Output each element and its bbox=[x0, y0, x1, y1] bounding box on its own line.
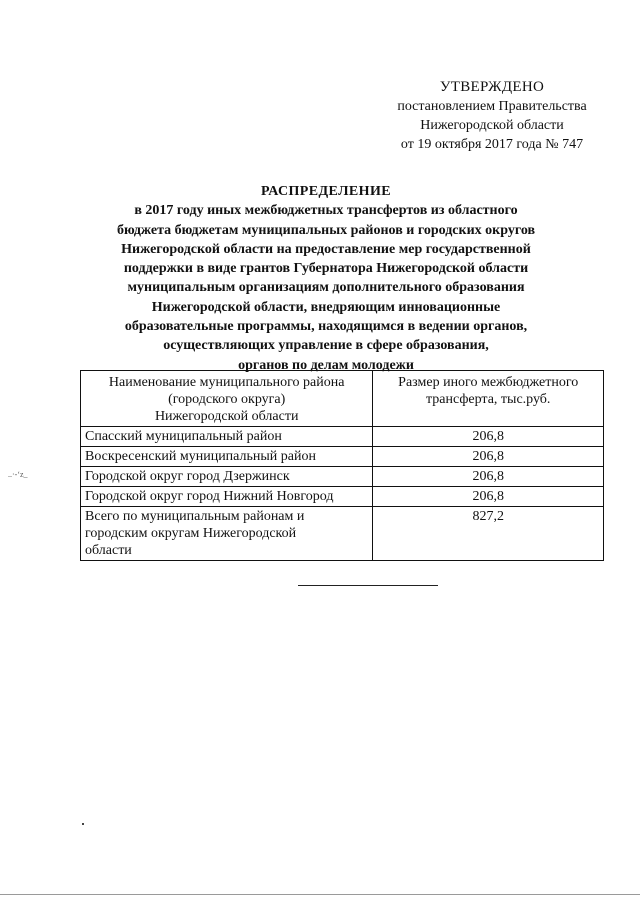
municipality-name: Городской округ город Дзержинск bbox=[81, 467, 373, 487]
header-amount bbox=[373, 371, 604, 427]
table-total-row bbox=[81, 507, 604, 561]
scan-speck bbox=[82, 823, 84, 825]
total-label-line: городским округам Нижегородской bbox=[85, 526, 297, 541]
transfer-amount: 206,8 bbox=[373, 487, 604, 507]
table-row bbox=[81, 487, 604, 507]
title-line: Нижегородской области, внедряющим инновационные bbox=[151, 299, 501, 315]
header-line: (городского округа) bbox=[168, 392, 286, 407]
header-municipality bbox=[81, 371, 373, 427]
table-header-row bbox=[81, 371, 604, 427]
table-row bbox=[81, 427, 604, 447]
header-line: Наименование муниципального района bbox=[108, 375, 345, 390]
transfer-amount: 206,8 bbox=[373, 447, 604, 467]
header-line: Размер иного межбюджетного bbox=[398, 375, 579, 390]
municipality-name: Спасский муниципальный район bbox=[81, 427, 373, 447]
table-row bbox=[81, 447, 604, 467]
margin-mark: ..·-ʻz_ bbox=[8, 470, 28, 479]
title-line: бюджета бюджетам муниципальных районов и городских округов bbox=[116, 222, 536, 238]
approval-heading: УТВЕРЖДЕНО bbox=[439, 79, 545, 95]
header-line: Нижегородской области bbox=[154, 409, 299, 424]
approval-line: Нижегородской области bbox=[420, 118, 564, 133]
title-line: органов по делам молодежи bbox=[238, 357, 414, 373]
approval-date-number: от 19 октября 2017 года № 747 bbox=[400, 137, 584, 152]
page-edge-line bbox=[0, 894, 640, 895]
approval-line: постановлением Правительства bbox=[397, 99, 587, 114]
approval-block bbox=[372, 78, 612, 154]
title-heading: РАСПРЕДЕЛЕНИЕ bbox=[261, 184, 391, 199]
document-title bbox=[80, 182, 572, 375]
municipality-name: Городской округ город Нижний Новгород bbox=[81, 487, 373, 507]
table-row bbox=[81, 467, 604, 487]
total-label-line: области bbox=[85, 543, 132, 558]
title-line: муниципальным организациям дополнительного образования bbox=[127, 280, 525, 296]
title-line: осуществляющих управление в сфере образования, bbox=[163, 338, 489, 354]
transfer-amount: 206,8 bbox=[373, 427, 604, 447]
total-label bbox=[81, 507, 373, 561]
municipality-name: Воскресенский муниципальный район bbox=[81, 447, 373, 467]
title-line: поддержки в виде грантов Губернатора Нижегородской области bbox=[123, 261, 529, 277]
transfer-amount: 206,8 bbox=[373, 467, 604, 487]
header-line: трансферта, тыс.руб. bbox=[425, 392, 551, 407]
title-line: Нижегородской области на предоставление мер государственной bbox=[121, 241, 531, 257]
total-amount: 827,2 bbox=[373, 507, 604, 561]
total-label-line: Всего по муниципальным районам и bbox=[85, 509, 305, 524]
title-line: в 2017 году иных межбюджетных трансфертов из областного bbox=[134, 203, 518, 219]
distribution-table bbox=[80, 370, 604, 561]
closing-rule bbox=[298, 585, 438, 586]
title-line: образовательные программы, находящимся в ведении органов, bbox=[124, 319, 528, 335]
